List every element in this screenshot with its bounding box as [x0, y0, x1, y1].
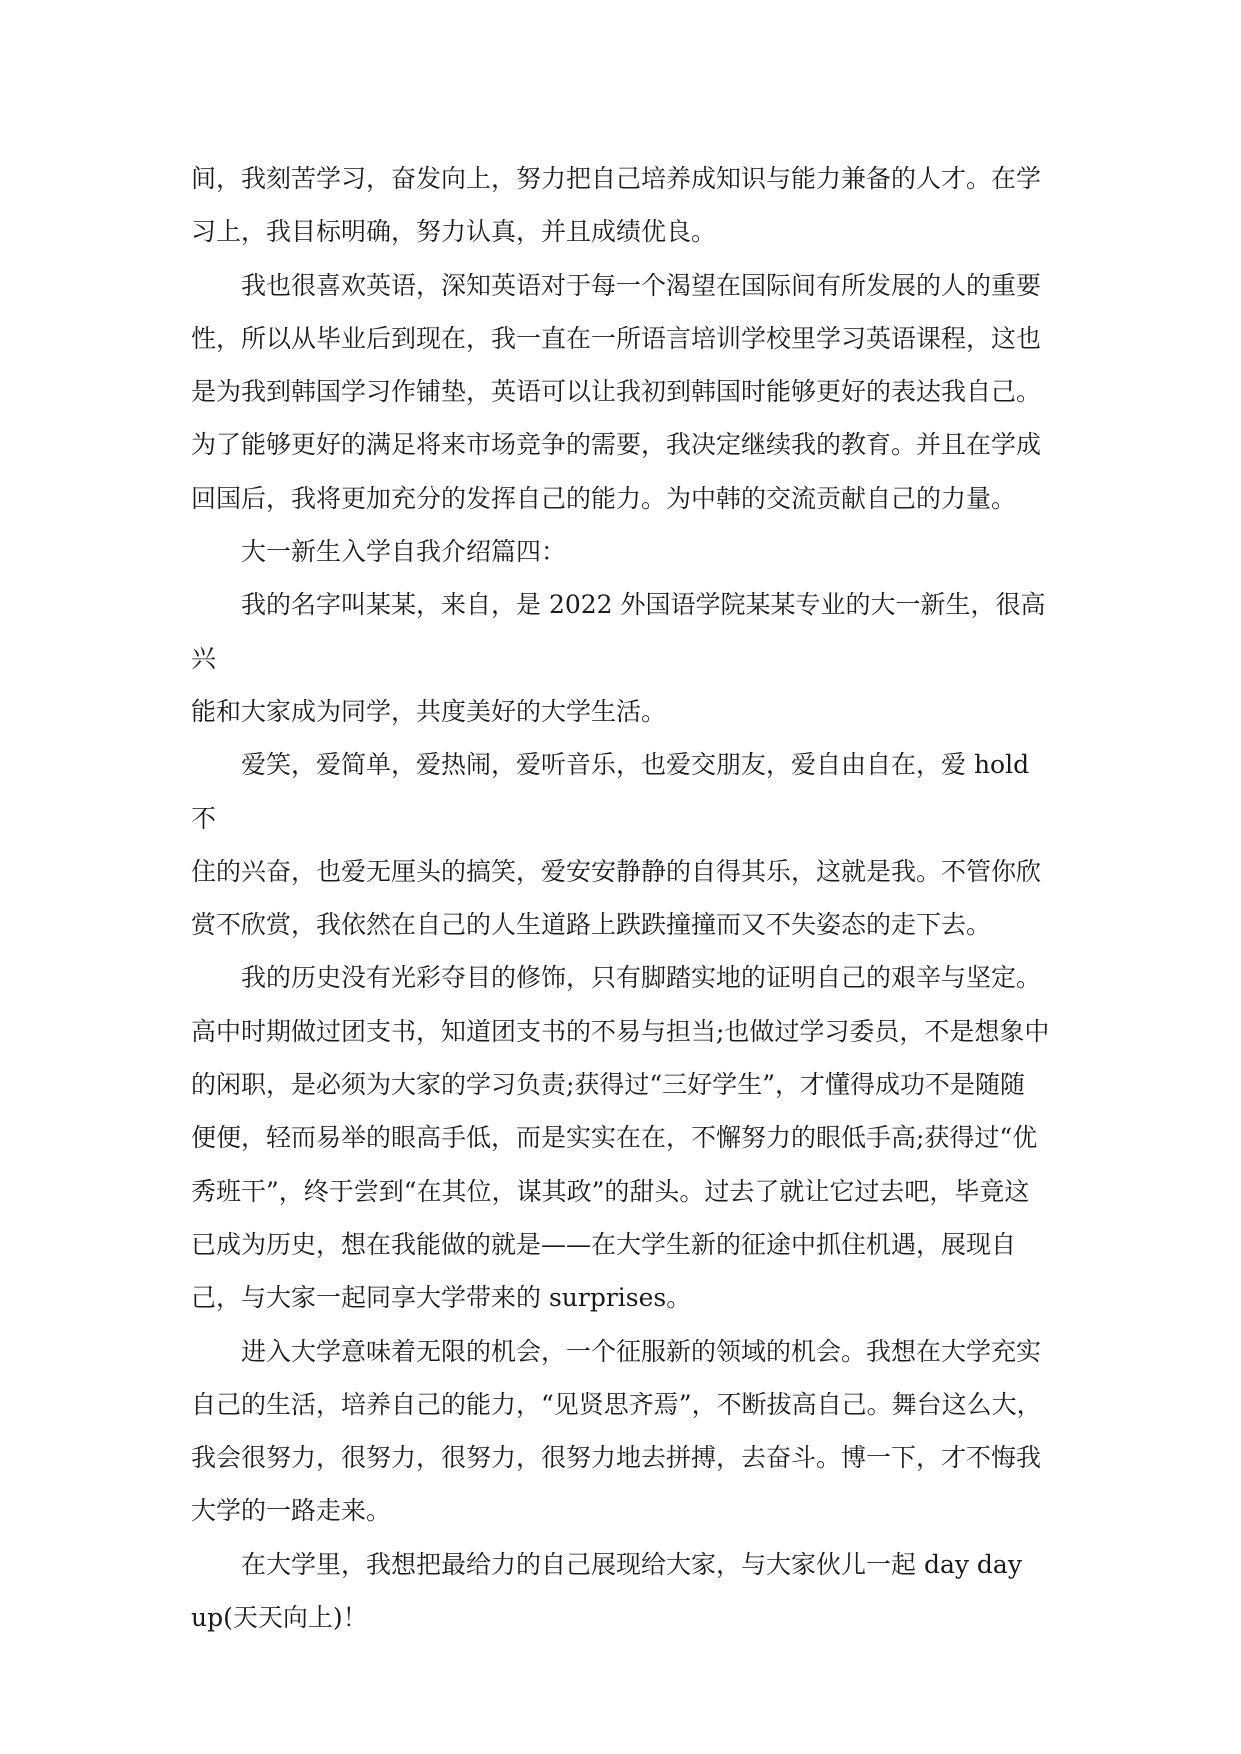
text-line: 间，我刻苦学习，奋发向上，努力把自己培养成知识与能力兼备的人才。在学 [191, 164, 1042, 193]
text-line: 为了能够更好的满足将来市场竞争的需要，我决定继续我的教育。并且在学成 [191, 430, 1042, 460]
text-line: 回国后，我将更加充分的发挥自己的能力。为中韩的交流贡献自己的力量。 [191, 483, 1017, 513]
text-line: 大一新生入学自我介绍篇四： [241, 537, 567, 567]
text-line: 大学的一路走来。 [191, 1496, 392, 1526]
paragraph [191, 259, 1051, 525]
text-line: 自己的生活，培养自己的能力，“见贤思齐焉”，不断拔高自己。舞台这么大， [191, 1389, 1042, 1419]
text-line: 性，所以从毕业后到现在，我一直在一所语言培训学校里学习英语课程，这也 [191, 323, 1042, 353]
text-line: 在大学里，我想把最给力的自己展现给大家，与大家伙儿一起 day day [241, 1549, 1022, 1579]
text-line: 住的兴奋，也爱无厘头的搞笑，爱安安静静的自得其乐，这就是我。不管你欣 [191, 856, 1042, 886]
text-line: 我的历史没有光彩夺目的修饰，只有脚踏实地的证明自己的艰辛与坚定。 [241, 963, 1042, 993]
text-line: 习上，我目标明确，努力认真，并且成绩优良。 [191, 217, 717, 247]
text-line: 高中时期做过团支书，知道团支书的不易与担当;也做过学习委员，不是想象中 [191, 1016, 1050, 1046]
section-heading [191, 525, 1051, 578]
document-body [191, 152, 1051, 1644]
paragraph [191, 578, 1051, 738]
paragraph [191, 951, 1051, 1324]
text-line: 便便，轻而易举的眼高手低，而是实实在在，不懈努力的眼低手高;获得过“优 [191, 1123, 1038, 1153]
text-line: 赏不欣赏，我依然在自己的人生道路上跌跌撞撞而又不失姿态的走下去。 [191, 910, 992, 940]
text-line: 秀班干”，终于尝到“在其位，谋其政”的甜头。过去了就让它过去吧，毕竟这 [191, 1176, 1030, 1206]
text-line: 我会很努力，很努力，很努力，很努力地去拼搏，去奋斗。博一下，才不悔我 [191, 1443, 1042, 1473]
paragraph [191, 1538, 1051, 1645]
text-line: 我的名字叫某某，来自，是 2022 外国语学院某某专业的大一新生，很高兴 [191, 590, 1046, 673]
text-line: 能和大家成为同学，共度美好的大学生活。 [191, 696, 667, 726]
text-line: 我也很喜欢英语，深知英语对于每一个渴望在国际间有所发展的人的重要 [241, 270, 1042, 300]
paragraph [191, 152, 1051, 259]
text-line: 己，与大家一起同享大学带来的 surprises。 [191, 1283, 692, 1313]
text-line: 进入大学意味着无限的机会，一个征服新的领域的机会。我想在大学充实 [241, 1336, 1042, 1366]
text-line: 的闲职，是必须为大家的学习负责;获得过“三好学生”，才懂得成功不是随随 [191, 1070, 1025, 1100]
text-line: 爱笑，爱简单，爱热闹，爱听音乐，也爱交朋友，爱自由自在，爱 hold 不 [191, 750, 1030, 833]
text-line: up(天天向上)！ [191, 1603, 368, 1633]
text-line: 是为我到韩国学习作铺垫，英语可以让我初到韩国时能够更好的表达我自己。 [191, 377, 1042, 407]
paragraph [191, 738, 1051, 951]
text-line: 已成为历史，想在我能做的就是——在大学生新的征途中抓住机遇，展现自 [191, 1229, 1017, 1259]
paragraph [191, 1325, 1051, 1538]
